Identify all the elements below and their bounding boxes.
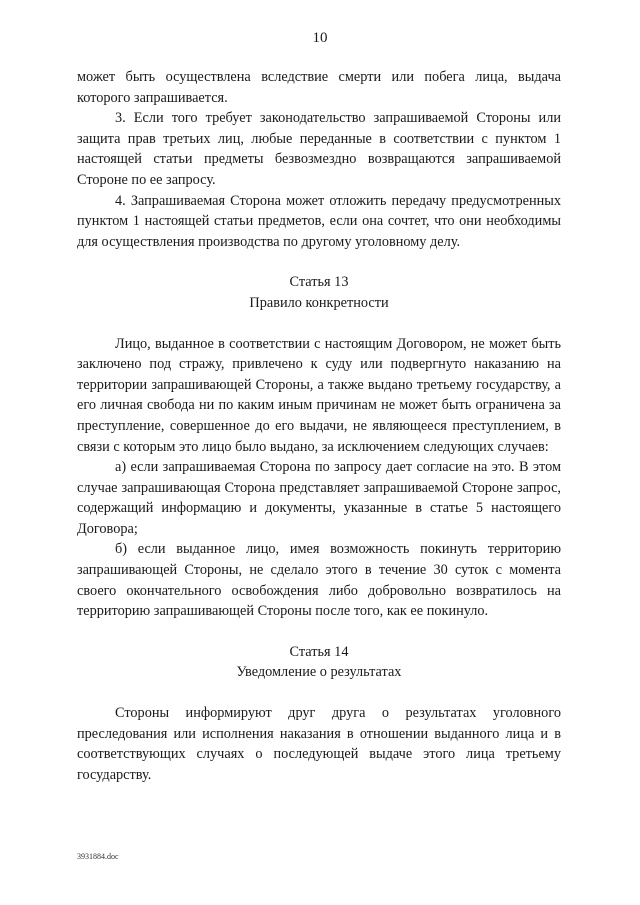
article-14-title: Уведомление о результатах (236, 664, 402, 681)
document-body (77, 67, 561, 785)
paragraph-item-4: 4. Запрашиваемая Сторона может отложить передачу предусмотренных пунктом 1 настоящей статьи предметов, если она сочтет, что они необходимы для осуществления производства по другому уголовному делу. (77, 192, 561, 250)
article-13-title: Правило конкретности (249, 294, 389, 311)
article-13-paragraph-1: Лицо, выданное в соответствии с настоящим Договором, не может быть заключено под стражу, привлечено к суду или подвергнуто наказанию на территории запрашивающей Стороны, а также выдано третьему государству, а его личная свобода ни по каким иным причинам не может быть ограничена за преступление, совершенное до его выдачи, не являющееся преступлением, в связи с которым это лицо было выдано, за исключением следующих случаев: (77, 335, 561, 455)
article-13-paragraph-a: а) если запрашиваемая Сторона по запросу дает согласие на это. В этом случае запрашивающая Сторона представляет запрашиваемой Стороне запрос, содержащий информацию и документы, указанные в статье 5 настоящего Договора; (77, 459, 561, 537)
article-13-number: Статья 13 (289, 274, 349, 291)
paragraph-continuation: может быть осуществлена вследствие смерти или побега лица, выдача которого запрашивается. (77, 69, 561, 106)
article-13-paragraph-b: б) если выданное лицо, имея возможность покинуть территорию запрашивающей Стороны, не сделало этого в течение 30 суток с момента своего окончательного освобождения либо добровольно возвратилось на территорию запрашивающей Стороны после того, как ее покинуло. (77, 541, 561, 620)
paragraph-item-3: 3. Если того требует законодательство запрашиваемой Стороны или защита прав третьих лиц, любые переданные в соответствии с пунктом 1 настоящей статьи предметы безвозмездно возвращаются запрашиваемой Стороне по ее запросу. (77, 110, 561, 188)
document-filename: 3931884.doc (77, 852, 119, 861)
article-14-paragraph-1: Стороны информируют друг друга о результатах уголовного преследования или исполнения наказания в отношении выданного лица и в соответствующих случаях о последующей выдаче этого лица третьему государству. (77, 705, 561, 783)
article-14-number: Статья 14 (289, 643, 349, 660)
page-number: 10 (312, 30, 328, 46)
